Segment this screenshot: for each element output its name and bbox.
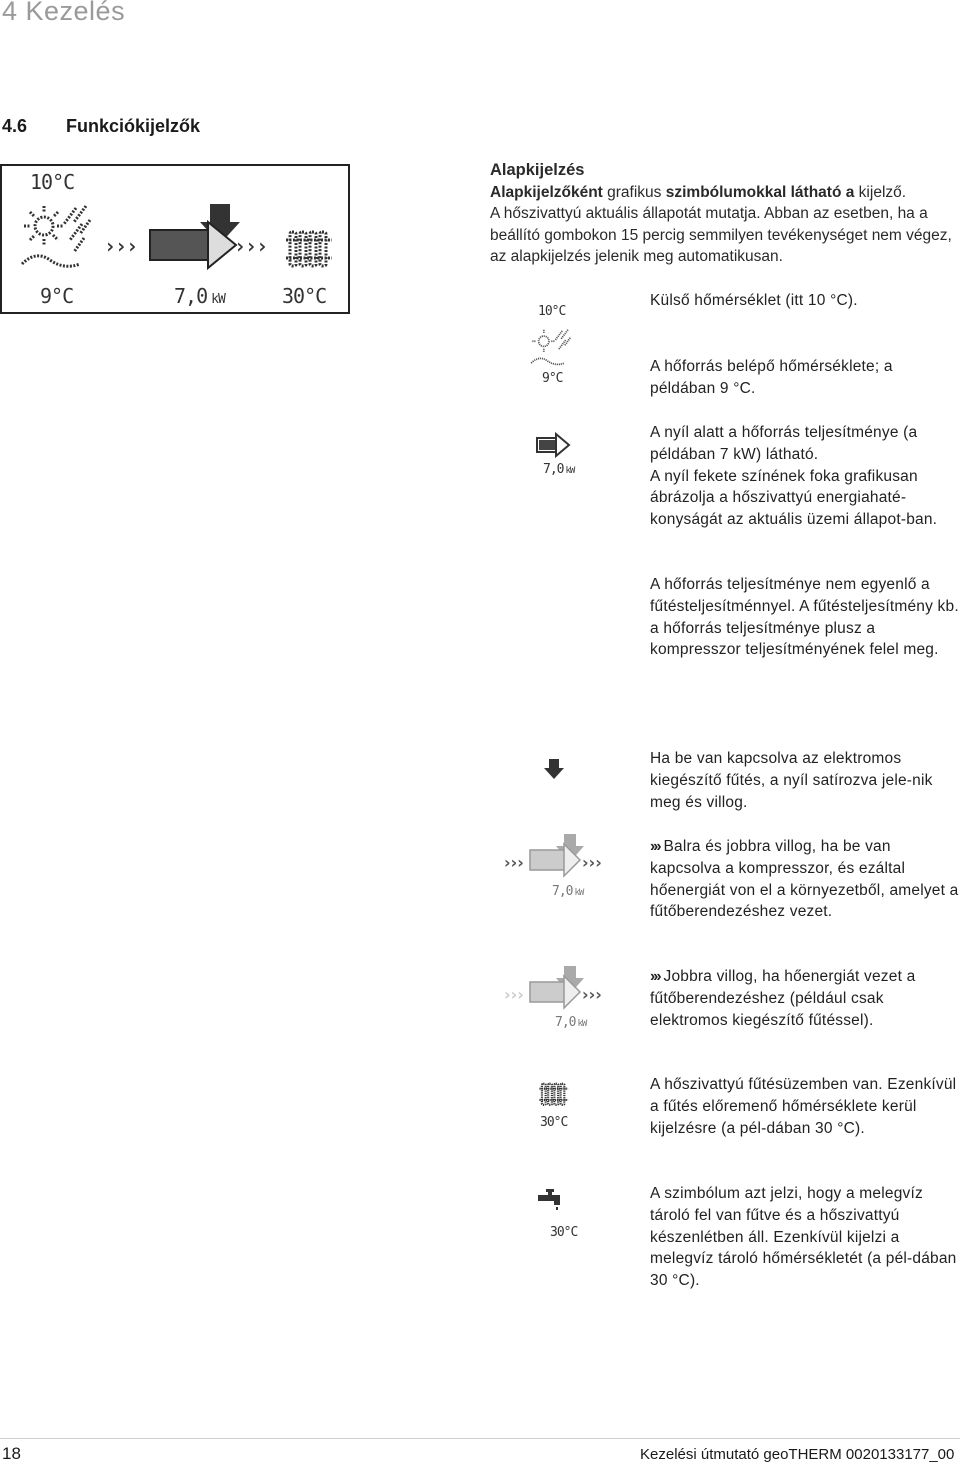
item-hot-water-tank: A szimbólum azt jelzi, hogy a melegvíz tároló fel van fűtve és a hőszivattyú készenlétben áll. Ezenkívül kijelzi a melegvíz tároló hőmérsékletét (a pél-dában 30 °C).: [650, 1185, 957, 1290]
svg-text:›››: ›››: [582, 985, 602, 1004]
chevron-mark-icon: ›››: [650, 968, 660, 985]
document-title: Kezelési útmutató geoTHERM 0020133177_00: [640, 1446, 955, 1463]
electric-heating-arrow-icon: [543, 758, 565, 780]
radiator-icon: [539, 1080, 571, 1108]
footer-divider: [0, 1438, 960, 1439]
intro-title: Alapkijelzés: [490, 161, 585, 179]
item-outside-temp: Külső hőmérséklet (itt 10 °C).: [650, 292, 858, 309]
icon-source-temp: 9°C: [542, 371, 563, 386]
svg-text:›››: ›››: [504, 853, 524, 872]
section-title: Funkciókijelzők: [66, 116, 201, 136]
item-chevrons-right: ››› Jobbra villog, ha hőenergiát vezet a fűtőberendezéshez (például csak elektromos kiegészítő fűtéssel).: [650, 968, 916, 1029]
panel-sun-rain-icon: [20, 202, 100, 277]
intro-line1: Alapkijelzőként grafikus szimbólumokkal látható a kijelző.: [490, 183, 907, 201]
icon-compressor-power: 7,0 kW: [552, 884, 584, 899]
item-arrow: [650, 422, 960, 531]
svg-text:›››: ›››: [504, 985, 524, 1004]
icon-electric-power: 7,0 kW: [555, 1015, 587, 1030]
chevron-mark-icon: ›››: [650, 838, 660, 855]
chapter-heading: 4 Kezelés: [2, 0, 126, 26]
icon-heating-temp: 30°C: [540, 1115, 568, 1130]
panel-outside-temp: 10°C: [30, 170, 75, 194]
item-arrow-p1: A nyíl alatt a hőforrás teljesítménye (a példában 7 kW) látható.: [650, 424, 918, 463]
intro-block: [490, 160, 960, 268]
panel-power-arrow-icon: [146, 202, 246, 272]
svg-text:›››: ›››: [582, 853, 602, 872]
icon-outside-temp: 10°C: [538, 304, 566, 319]
power-arrow-icon: [536, 432, 570, 458]
item-arrow-p2: A nyíl fekete színének foka grafikusan ábrázolja a hőszivattyú energiahaté-konyságát az aktuális üzemi állapot-ban.: [650, 467, 938, 529]
item-electric-heating: Ha be van kapcsolva az elektromos kiegészítő fűtés, a nyíl satírozva jele-nik meg és villog.: [650, 750, 933, 811]
panel-flow-temp: 30°C: [282, 284, 327, 308]
item-source-temp: A hőforrás belépő hőmérséklete; a példában 9 °C.: [650, 358, 893, 397]
item-chevrons-both: ››› Balra és jobbra villog, ha be van kapcsolva a kompresszor, és ezáltal hőenergiát von el a környezetből, amelyet a fűtőberendezéshez vezet.: [650, 838, 959, 921]
icon-power: 7,0 kW: [543, 462, 575, 477]
panel-source-temp: 9°C: [40, 284, 74, 308]
item-heating: A hőszivattyú fűtésüzemben van. Ezenkívül a fűtés előremenő hőmérséklete kerül kijelzésre (a pél-dában 30 °C).: [650, 1076, 957, 1137]
section-heading: [2, 116, 200, 137]
icon-tank-temp: 30°C: [550, 1225, 578, 1240]
panel-power: 7,0 kW: [174, 284, 225, 308]
item-power-note: A hőforrás teljesítménye nem egyenlő a fűtésteljesítménnyel. A fűtésteljesítmény kb. a hőforrás teljesítménye plusz a kompresszor teljesítményének felel meg.: [650, 576, 959, 659]
panel-radiator-icon: [286, 226, 336, 271]
panel-right-chevrons-icon: ›››: [234, 234, 268, 258]
section-number: 4.6: [2, 116, 28, 136]
sun-rain-icon: [530, 326, 576, 372]
intro-body: A hőszivattyú aktuális állapotát mutatja. Abban az esetben, ha a beállító gombokon 15 percig semmilyen tevékenységet nem végez, az alapkijelzés jelenik meg automatikusan.: [490, 205, 952, 265]
basic-display-panel: [0, 164, 350, 314]
page-number: 18: [2, 1444, 21, 1463]
panel-left-chevrons-icon: ›››: [104, 234, 138, 258]
faucet-icon: [537, 1188, 563, 1212]
